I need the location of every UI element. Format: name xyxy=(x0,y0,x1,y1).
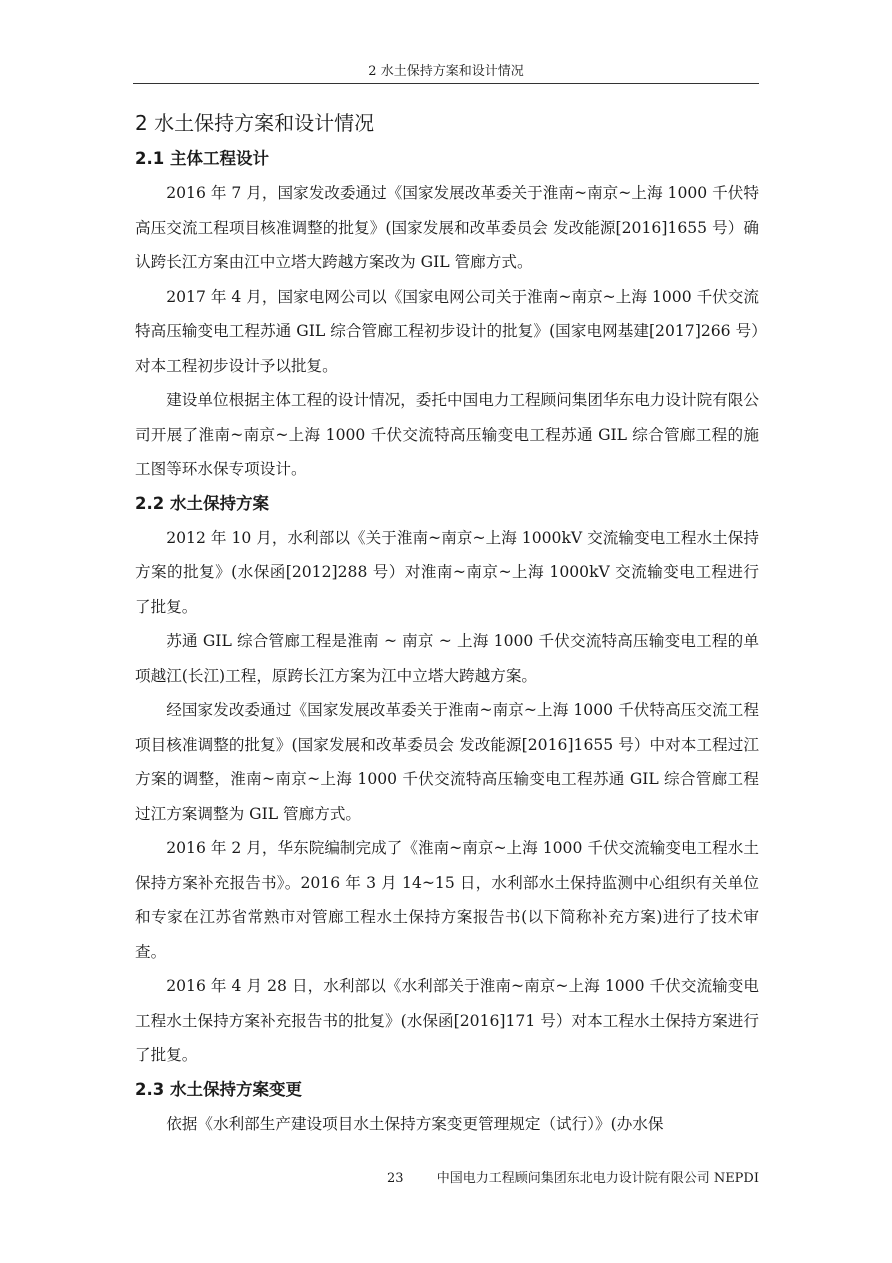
section-heading-2-1: 2.1 主体工程设计 xyxy=(135,149,269,168)
page-body xyxy=(135,106,759,1141)
running-header: 2 水土保持方案和设计情况 xyxy=(368,64,524,79)
paragraph: 苏通 GIL 综合管廊工程是淮南 ~ 南京 ~ 上海 1000 千伏交流特高压输变电工程的单项越江(长江)工程，原跨长江方案为江中立塔大跨越方案。 xyxy=(135,632,759,685)
paragraph: 经国家发改委通过《国家发展改革委关于淮南~南京~上海 1000 千伏特高压交流工程项目核准调整的批复》(国家发展和改革委员会 发改能源[2016]1655 号）中对本工程过江方案的调整，淮南~南京~上海 1000 千伏交流特高压输变电工程苏通 GIL 综合管廊工程过江方案调整为 GIL 管廊方式。 xyxy=(135,701,759,823)
paragraph: 2016 年 2 月，华东院编制完成了《淮南~南京~上海 1000 千伏交流输变电工程水土保持方案补充报告书》。2016 年 3 月 14~15 日，水利部水土保持监测中心组织有关单位和专家在江苏省常熟市对管廊工程水土保持方案报告书(以下简称补充方案)进行了技术审查。 xyxy=(135,839,759,961)
header-rule xyxy=(133,83,759,84)
paragraph: 依据《水利部生产建设项目水土保持方案变更管理规定（试行）》(办水保 xyxy=(166,1114,664,1133)
footer-organization: 中国电力工程顾问集团东北电力设计院有限公司 NEPDI xyxy=(436,1171,759,1186)
section-heading-2-3: 2.3 水土保持方案变更 xyxy=(135,1079,302,1099)
chapter-title: 2 水土保持方案和设计情况 xyxy=(135,111,375,135)
paragraph: 2017 年 4 月，国家电网公司以《国家电网公司关于淮南~南京~上海 1000 千伏交流特高压输变电工程苏通 GIL 综合管廊工程初步设计的批复》(国家电网基建[2017]266 号）对本工程初步设计予以批复。 xyxy=(135,287,759,375)
paragraph: 2016 年 4 月 28 日，水利部以《水利部关于淮南~南京~上海 1000 千伏交流输变电工程水土保持方案补充报告书的批复》(水保函[2016]171 号）对本工程水土保持方案进行了批复。 xyxy=(135,977,759,1064)
paragraph: 2016 年 7 月，国家发改委通过《国家发展改革委关于淮南~南京~上海 1000 千伏特高压交流工程项目核准调整的批复》(国家发展和改革委员会 发改能源[2016]1655 号）确认跨长江方案由江中立塔大跨越方案改为 GIL 管廊方式。 xyxy=(135,184,759,271)
paragraph: 2012 年 10 月，水利部以《关于淮南~南京~上海 1000kV 交流输变电工程水土保持方案的批复》(水保函[2012]288 号）对淮南~南京~上海 1000kV 交流输变电工程进行了批复。 xyxy=(135,528,759,616)
section-heading-2-2: 2.2 水土保持方案 xyxy=(135,493,269,513)
page-number: 23 xyxy=(387,1171,404,1186)
paragraph: 建设单位根据主体工程的设计情况，委托中国电力工程顾问集团华东电力设计院有限公司开展了淮南~南京~上海 1000 千伏交流特高压输变电工程苏通 GIL 综合管廊工程的施工图等环水保专项设计。 xyxy=(135,391,759,478)
